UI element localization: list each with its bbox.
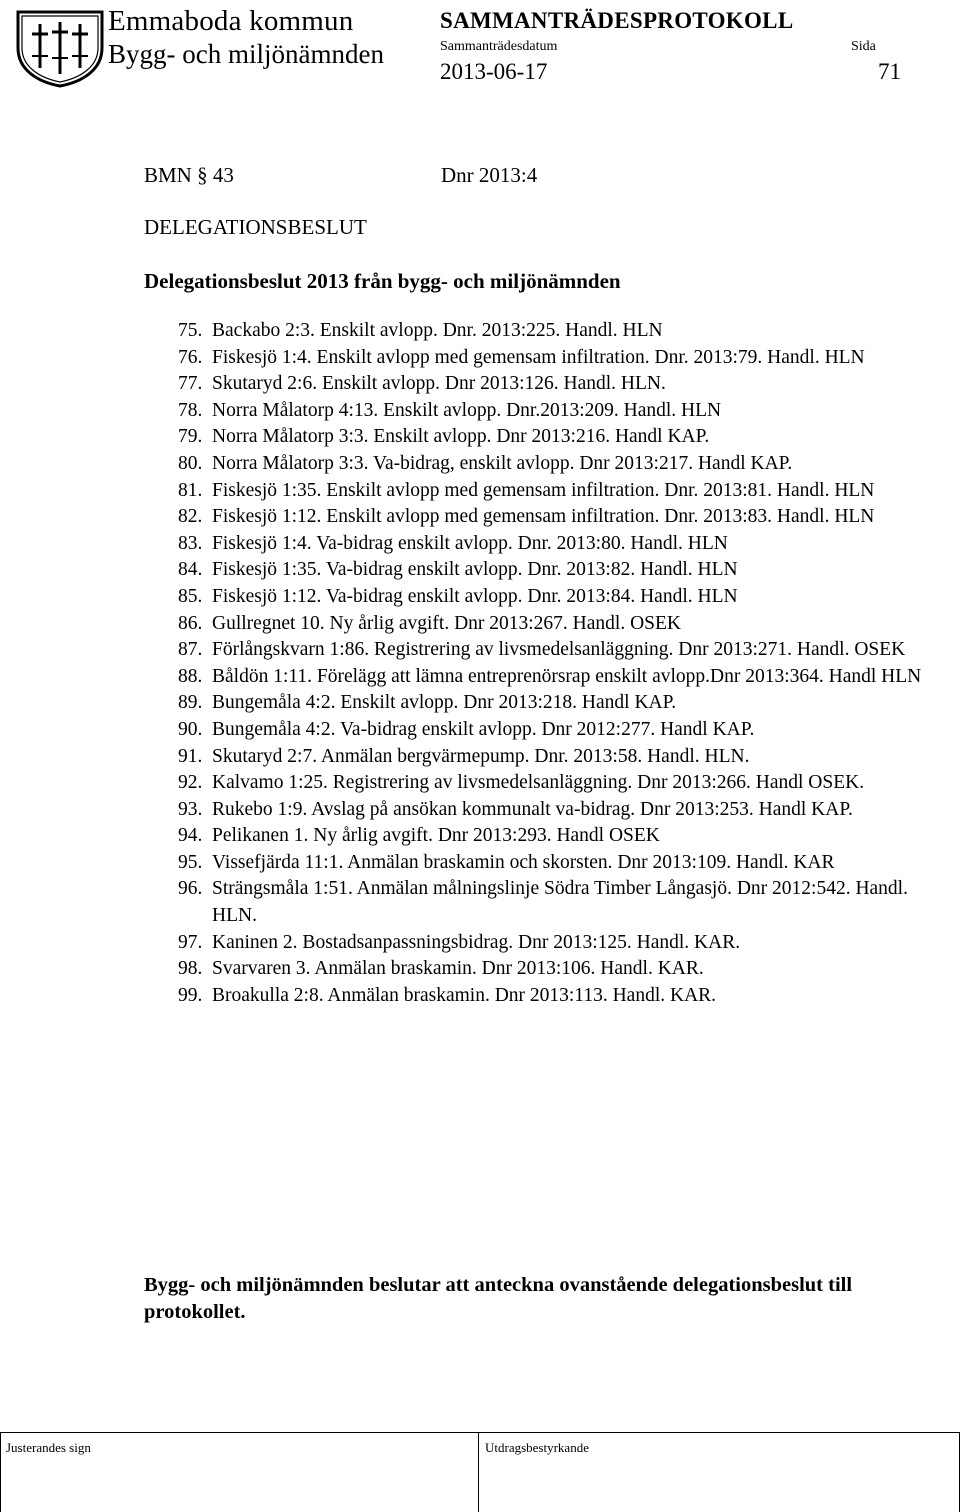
item-text: Bungemåla 4:2. Va-bidrag enskilt avlopp. Dnr 2012:277. Handl KAP. <box>212 718 755 740</box>
list-item <box>178 345 938 372</box>
item-text: Fiskesjö 1:12. Enskilt avlopp med gemensam infiltration. Dnr. 2013:83. Handl. HLN <box>212 506 875 528</box>
municipal-coat-of-arms-logo <box>10 8 110 88</box>
list-item <box>178 557 938 584</box>
list-item <box>178 664 938 691</box>
document-type-title: SAMMANTRÄDESPROTOKOLL <box>440 8 794 33</box>
meeting-date-value: 2013-06-17 <box>440 59 548 84</box>
item-number: 91. <box>178 745 203 767</box>
item-number: 84. <box>178 559 203 581</box>
item-number: 82. <box>178 506 203 528</box>
item-number: 97. <box>178 931 203 953</box>
item-number: 83. <box>178 532 203 554</box>
item-number: 90. <box>178 718 203 740</box>
signature-field-label: Justerandes sign <box>6 1440 91 1455</box>
item-number: 78. <box>178 399 203 421</box>
list-item <box>178 930 938 957</box>
item-number: 75. <box>178 320 203 341</box>
item-number: 76. <box>178 346 203 368</box>
item-number: 77. <box>178 373 203 395</box>
section-heading: DELEGATIONSBESLUT <box>144 215 367 239</box>
list-item <box>178 584 938 611</box>
item-text: Strängsmåla 1:51. Anmälan målningslinje Södra Timber Långasjö. Dnr 2012:542. Handl. HLN. <box>212 878 908 927</box>
item-number: 99. <box>178 984 203 1006</box>
item-text: Fiskesjö 1:12. Va-bidrag enskilt avlopp. Dnr. 2013:84. Handl. HLN <box>212 585 738 607</box>
footer-cell-border <box>478 1433 479 1512</box>
list-item <box>178 823 938 850</box>
page-number-label: Sida <box>851 39 876 54</box>
footer-cell-border <box>0 1433 1 1512</box>
item-text: Norra Målatorp 3:3. Enskilt avlopp. Dnr 2013:216. Handl KAP. <box>212 426 710 448</box>
list-item <box>178 504 938 531</box>
extract-verification-label: Utdragsbestyrkande <box>485 1440 589 1455</box>
item-text: Kaninen 2. Bostadsanpassningsbidrag. Dnr 2013:125. Handl. KAR. <box>212 931 741 953</box>
item-text: Svarvaren 3. Anmälan braskamin. Dnr 2013:106. Handl. KAR. <box>212 958 704 980</box>
item-text: Backabo 2:3. Enskilt avlopp. Dnr. 2013:225. Handl. HLN <box>212 320 663 341</box>
item-number: 95. <box>178 851 203 873</box>
list-item <box>178 690 938 717</box>
item-text: Gullregnet 10. Ny årlig avgift. Dnr 2013:267. Handl. OSEK <box>212 612 682 634</box>
item-number: 88. <box>178 665 203 687</box>
list-item <box>178 531 938 558</box>
item-text: Rukebo 1:9. Avslag på ansökan kommunalt va-bidrag. Dnr 2013:253. Handl KAP. <box>212 798 853 820</box>
item-text: Pelikanen 1. Ny årlig avgift. Dnr 2013:293. Handl OSEK <box>212 825 660 847</box>
item-text: Norra Målatorp 4:13. Enskilt avlopp. Dnr.2013:209. Handl. HLN <box>212 399 722 421</box>
list-item <box>178 637 938 664</box>
list-item <box>178 398 938 425</box>
section-reference: BMN § 43 <box>144 163 234 187</box>
item-number: 79. <box>178 426 203 448</box>
item-text: Vissefjärda 11:1. Anmälan braskamin och skorsten. Dnr 2013:109. Handl. KAR <box>212 851 835 873</box>
item-number: 89. <box>178 692 203 714</box>
organization-name: Emmaboda kommun <box>108 5 354 37</box>
page-number-value: 71 <box>878 59 901 84</box>
item-text: Broakulla 2:8. Anmälan braskamin. Dnr 2013:113. Handl. KAR. <box>212 984 717 1006</box>
case-number: Dnr 2013:4 <box>441 163 538 187</box>
item-text: Fiskesjö 1:35. Enskilt avlopp med gemensam infiltration. Dnr. 2013:81. Handl. HLN <box>212 479 875 501</box>
item-text: Norra Målatorp 3:3. Va-bidrag, enskilt avlopp. Dnr 2013:217. Handl KAP. <box>212 452 793 474</box>
list-item <box>178 717 938 744</box>
item-number: 92. <box>178 772 203 794</box>
item-number: 80. <box>178 452 203 474</box>
item-text: Förlångskvarn 1:86. Registrering av livsmedelsanläggning. Dnr 2013:271. Handl. OSEK <box>212 639 906 661</box>
item-text: Båldön 1:11. Förelägg att lämna entreprenörsrap enskilt avlopp.Dnr 2013:364. Handl HLN <box>212 665 922 687</box>
list-item <box>178 478 938 505</box>
item-number: 87. <box>178 639 203 661</box>
item-text: Skutaryd 2:7. Anmälan bergvärmepump. Dnr. 2013:58. Handl. HLN. <box>212 745 750 767</box>
delegation-decisions-list <box>178 318 938 1009</box>
list-item <box>178 770 938 797</box>
department-name: Bygg- och miljönämnden <box>108 39 384 69</box>
item-text: Bungemåla 4:2. Enskilt avlopp. Dnr 2013:218. Handl KAP. <box>212 692 677 714</box>
section-subheading: Delegationsbeslut 2013 från bygg- och miljönämnden <box>144 269 621 293</box>
item-number: 96. <box>178 878 203 900</box>
meeting-date-label: Sammanträdesdatum <box>440 39 558 54</box>
list-item <box>178 956 938 983</box>
item-text: Fiskesjö 1:4. Enskilt avlopp med gemensam infiltration. Dnr. 2013:79. Handl. HLN <box>212 346 865 368</box>
list-item <box>178 983 938 1010</box>
item-number: 85. <box>178 585 203 607</box>
item-text: Skutaryd 2:6. Enskilt avlopp. Dnr 2013:126. Handl. HLN. <box>212 373 666 395</box>
item-text: Fiskesjö 1:4. Va-bidrag enskilt avlopp. Dnr. 2013:80. Handl. HLN <box>212 532 728 554</box>
list-item <box>178 318 938 345</box>
item-text: Kalvamo 1:25. Registrering av livsmedelsanläggning. Dnr 2013:266. Handl OSEK. <box>212 772 865 794</box>
list-item <box>178 744 938 771</box>
list-item <box>178 611 938 638</box>
list-item <box>178 451 938 478</box>
list-item <box>178 876 938 929</box>
list-item <box>178 424 938 451</box>
item-number: 94. <box>178 825 203 847</box>
footer-divider <box>0 1432 960 1433</box>
item-text: Fiskesjö 1:35. Va-bidrag enskilt avlopp. Dnr. 2013:82. Handl. HLN <box>212 559 738 581</box>
item-number: 93. <box>178 798 203 820</box>
list-item <box>178 371 938 398</box>
decision-statement: Bygg- och miljönämnden beslutar att anteckna ovanstående delegationsbeslut till protokollet. <box>144 1274 853 1323</box>
item-number: 86. <box>178 612 203 634</box>
item-number: 98. <box>178 958 203 980</box>
list-item <box>178 797 938 824</box>
list-item <box>178 850 938 877</box>
item-number: 81. <box>178 479 203 501</box>
